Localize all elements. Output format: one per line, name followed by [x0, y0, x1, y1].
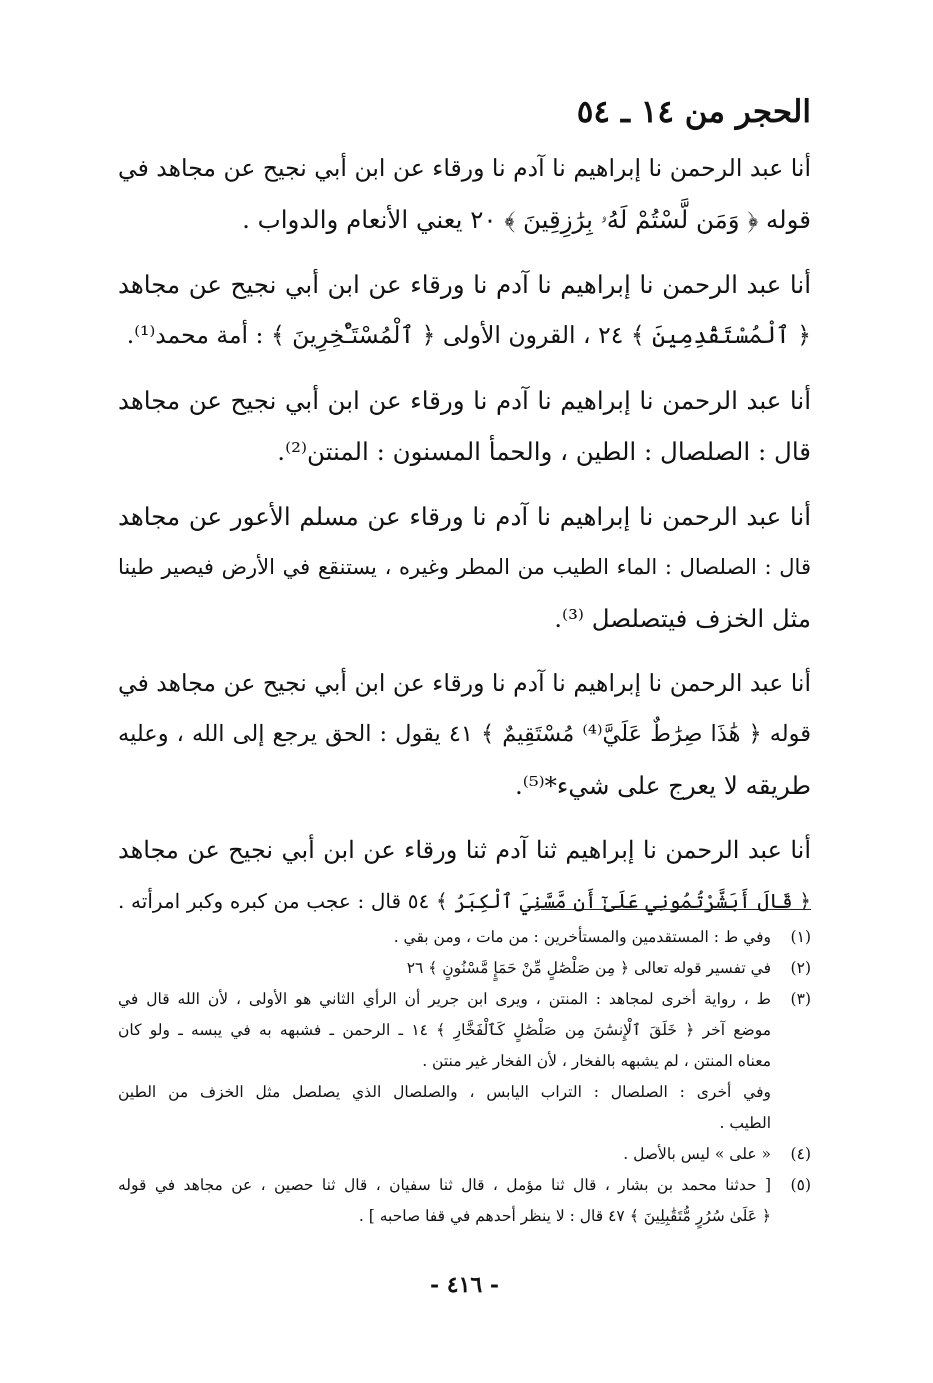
text-line: أنا عبد الرحمن نا إبراهيم ثنا آدم ثنا ورقاء عن ابن أبي نجيح عن مجاهد: [118, 836, 811, 864]
text-line: ﴿ ٱلْمُسْتَقْدِمِينَ ﴾ ٢٤ ، القرون الأولى ﴿ ٱلْمُسْتَـْٔخِرِينَ ﴾ : أمة محمد⁽¹⁾.: [126, 321, 811, 349]
footnote-5: [118, 1170, 811, 1232]
footnote-line: [ حدثنا محمد بن بشار ، قال ثنا مؤمل ، قال ثنا سفيان ، قال ثنا حصين ، عن مجاهد في قوله: [118, 1176, 771, 1194]
paragraph-1: [118, 143, 811, 245]
footnote-number: (٣): [790, 990, 811, 1008]
text-line: قوله ﴿ هَٰذَا صِرَٰطٌ عَلَيَّ⁽⁴⁾ مُسْتَقِيمٌ ﴾ ٤١ يقول : الحق يرجع إلى الله ، وعليه: [118, 721, 811, 747]
footnote-line: « على » ليس بالأصل .: [623, 1145, 771, 1163]
footnote-line: معناه المنتن ، لم يشبهه بالفخار ، لأن الفخار غير منتن .: [422, 1052, 771, 1070]
text-line: قال : الصلصال : الماء الطيب من المطر وغيره ، يستنقع في الأرض فيصير طينا: [118, 555, 811, 579]
footnote-line: ﴿ عَلَىٰ سُرُرٍ مُّتَقَٰبِلِينَ ﴾ ٤٧ قال : لا ينظر أحدهم في قفا صاحبه ] .: [358, 1207, 771, 1225]
footnote-line: وفي أخرى : الصلصال : التراب اليابس ، والصلصال الذي يصلصل مثل الخزف من الطين: [118, 1083, 771, 1101]
footnote-number: (٤): [790, 1145, 811, 1163]
text-line: أنا عبد الرحمن نا إبراهيم نا آدم نا ورقاء عن ابن أبي نجيح عن مجاهد في: [118, 154, 811, 182]
paragraph-6: [118, 825, 811, 927]
body-text: [118, 143, 811, 941]
footnote-3-continuation: [118, 1077, 811, 1139]
footnote-line: في تفسير قوله تعالى ﴿ مِن صَلْصَٰلٍ مِّنْ حَمَإٍ مَّسْنُونٍ ﴾ ٢٦: [406, 959, 771, 977]
footnote-1: [118, 922, 811, 953]
page-number: - ٤١٦ -: [429, 1272, 500, 1298]
text-line: قوله ﴿ وَمَن لَّسْتُمْ لَهُۥ بِرَٰزِقِينَ ﴾ ٢٠ يعني الأنعام والدواب .: [242, 205, 811, 234]
footnotes: [118, 922, 811, 1232]
paragraph-2: [118, 259, 811, 361]
text-line: ﴿ قَالَ أَبَشَّرْتُمُونِي عَلَىٰٓ أَن مَّسَّنِيَ ٱلْكِبَرُ ﴾ ٥٤ قال : عجب من كبره وكبر امرأته .: [118, 889, 811, 913]
footnote-line: الطيب .: [719, 1114, 771, 1132]
footnote-text: [118, 1139, 771, 1170]
footnote-2: [118, 953, 811, 984]
text-line: أنا عبد الرحمن نا إبراهيم نا آدم نا ورقاء عن ابن أبي نجيح عن مجاهد: [118, 270, 811, 299]
text-line: قال : الصلصال : الطين ، والحمأ المسنون : المنتن⁽²⁾.: [277, 437, 811, 466]
footnote-number: (٢): [790, 959, 811, 977]
text-line: أنا عبد الرحمن نا إبراهيم نا آدم نا ورقاء عن ابن أبي نجيح عن مجاهد في: [118, 669, 811, 697]
footnote-3: [118, 984, 811, 1077]
text-line: مثل الخزف فيتصلصل ⁽³⁾.: [554, 604, 811, 633]
paragraph-5: [118, 658, 811, 811]
footnote-line: موضع آخر ﴿ خَلَقَ ٱلْإِنسَٰنَ مِن صَلْصَٰلٍ كَٱلْفَخَّارِ ﴾ ١٤ ـ الرحمن ـ فشبهه به في يبسه ـ ولو كان: [118, 1021, 771, 1039]
text-line: أنا عبد الرحمن نا إبراهيم نا آدم نا ورقاء عن ابن أبي نجيح عن مجاهد: [118, 386, 811, 415]
text-line: طريقه لا يعرج على شيء*⁽⁵⁾.: [515, 771, 811, 800]
paragraph-4: [118, 491, 811, 644]
page-heading: الحجر من ١٤ ـ ٥٤: [576, 94, 811, 130]
footnote-line: ط ، رواية أخرى لمجاهد : المنتن ، ويرى ابن جرير أن الرأي الثاني هو الأولى ، لأن الله قال في: [118, 990, 771, 1008]
text-line: أنا عبد الرحمن نا إبراهيم نا آدم نا ورقاء عن مسلم الأعور عن مجاهد: [118, 502, 811, 531]
document-page: [118, 0, 811, 1383]
footnote-line: وفي ط : المستقدمين والمستأخرين : من مات ، ومن بقي .: [393, 928, 771, 946]
footnote-separator: [541, 909, 811, 910]
footnote-text: [118, 1077, 771, 1139]
footnote-text: [118, 922, 771, 953]
footnote-text: [118, 984, 771, 1077]
footnote-text: [118, 1170, 771, 1232]
footnote-number: (١): [790, 928, 811, 946]
footnote-text: [118, 953, 771, 984]
footnote-number: (٥): [790, 1176, 811, 1194]
paragraph-3: [118, 375, 811, 477]
footnote-4: [118, 1139, 811, 1170]
